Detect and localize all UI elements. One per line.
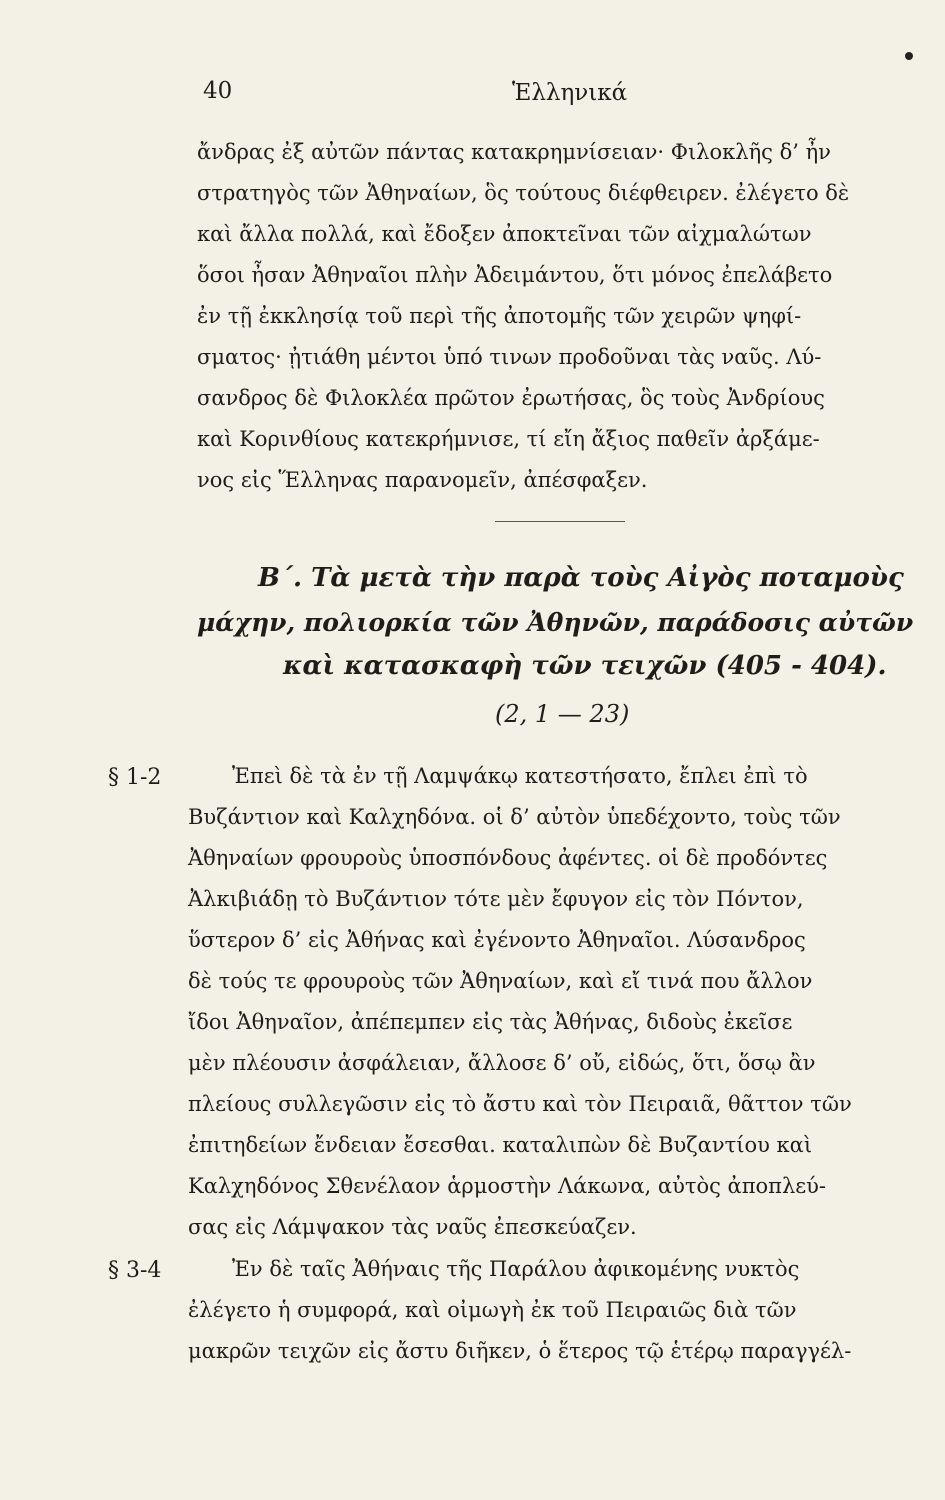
text-line: μακρῶν τειχῶν εἰς ἄστυ διῆκεν, ὁ ἕτερος τῷ ἑτέρῳ παραγγέλ- bbox=[188, 1339, 852, 1363]
section-marker: § 1-2 bbox=[108, 765, 162, 790]
text-line: Βυζάντιον καὶ Καλχηδόνα. οἱ δ’ αὐτὸν ὑπεδέχοντο, τοὺς τῶν bbox=[188, 805, 841, 829]
text-line: καὶ ἄλλα πολλά, καὶ ἔδοξεν ἀποκτεῖναι τῶν αἰχμαλώτων bbox=[197, 222, 812, 246]
text-line: Ἐν δὲ ταῖς Ἀθήναις τῆς Παράλου ἀφικομένης νυκτὸς bbox=[232, 1257, 800, 1281]
running-title: Ἑλληνικά bbox=[512, 80, 628, 106]
text-line: Καλχηδόνος Σθενέλαον ἁρμοστὴν Λάκωνα, αὐτὸς ἀποπλεύ- bbox=[188, 1174, 827, 1198]
text-line: Ἀθηναίων φρουροὺς ὑποσπόνδους ἀφέντες. οἱ δὲ προδόντες bbox=[188, 846, 828, 870]
section-marker: § 3-4 bbox=[108, 1258, 162, 1283]
heading-line: Β΄. Τὰ μετὰ τὴν παρὰ τοὺς Αἰγὸς ποταμοὺς bbox=[258, 563, 904, 593]
text-line: σματος· ᾐτιάθη μέντοι ὑπό τινων προδοῦναι τὰς ναῦς. Λύ- bbox=[197, 345, 822, 369]
text-line: πλείους συλλεγῶσιν εἰς τὸ ἄστυ καὶ τὸν Πειραιᾶ, θᾶττον τῶν bbox=[188, 1092, 852, 1116]
heading-line: μάχην, πολιορκία τῶν Ἀθηνῶν, παράδοσις αὐτῶν bbox=[197, 608, 914, 637]
text-line: ἐλέγετο ἡ συμφορά, καὶ οἰμωγὴ ἐκ τοῦ Πειραιῶς διὰ τῶν bbox=[188, 1298, 797, 1322]
ink-dot bbox=[905, 52, 913, 60]
heading-line: καὶ κατασκαφὴ τῶν τειχῶν (405 - 404). bbox=[283, 651, 887, 681]
passage-range: (2, 1 — 23) bbox=[495, 700, 630, 728]
section-divider bbox=[495, 521, 625, 522]
text-line: σας εἰς Λάμψακον τὰς ναῦς ἐπεσκεύαζεν. bbox=[188, 1215, 637, 1239]
text-line: στρατηγὸς τῶν Ἀθηναίων, ὃς τούτους διέφθειρεν. ἐλέγετο δὲ bbox=[197, 181, 850, 205]
text-line: ἐπιτηδείων ἔνδειαν ἔσεσθαι. καταλιπὼν δὲ Βυζαντίου καὶ bbox=[188, 1133, 813, 1157]
text-line: μὲν πλέουσιν ἀσφάλειαν, ἄλλοσε δ’ οὔ, εἰδώς, ὅτι, ὅσῳ ἂν bbox=[188, 1051, 816, 1075]
page-header bbox=[0, 78, 945, 118]
text-line: καὶ Κορινθίους κατεκρήμνισε, τί εἴη ἄξιος παθεῖν ἀρξάμε- bbox=[197, 427, 820, 451]
text-line: σανδρος δὲ Φιλοκλέα πρῶτον ἐρωτήσας, ὃς τοὺς Ἀνδρίους bbox=[197, 386, 825, 410]
text-line: ἴδοι Ἀθηναῖον, ἀπέπεμπεν εἰς τὰς Ἀθήνας, διδοὺς ἐκεῖσε bbox=[188, 1010, 793, 1034]
page-number: 40 bbox=[203, 78, 233, 104]
text-line: ὕστερον δ’ εἰς Ἀθήνας καὶ ἐγένοντο Ἀθηναῖοι. Λύσανδρος bbox=[188, 928, 806, 952]
text-line: ἐν τῇ ἐκκλησίᾳ τοῦ περὶ τῆς ἀποτομῆς τῶν χειρῶν ψηφί- bbox=[197, 304, 802, 328]
text-line: ὅσοι ἦσαν Ἀθηναῖοι πλὴν Ἀδειμάντου, ὅτι μόνος ἐπελάβετο bbox=[197, 263, 833, 287]
text-line: νος εἰς Ἕλληνας παρανομεῖν, ἀπέσφαξεν. bbox=[197, 468, 648, 492]
text-line: Ἐπεὶ δὲ τὰ ἐν τῇ Λαμψάκῳ κατεστήσατο, ἔπλει ἐπὶ τὸ bbox=[232, 764, 808, 788]
text-line: ἄνδρας ἐξ αὐτῶν πάντας κατακρημνίσειαν· Φιλοκλῆς δ’ ἦν bbox=[197, 140, 831, 164]
text-line: δὲ τούς τε φρουροὺς τῶν Ἀθηναίων, καὶ εἴ τινά που ἄλλον bbox=[188, 969, 813, 993]
text-line: Ἀλκιβιάδῃ τὸ Βυζάντιον τότε μὲν ἔφυγον εἰς τὸν Πόντον, bbox=[188, 887, 804, 911]
